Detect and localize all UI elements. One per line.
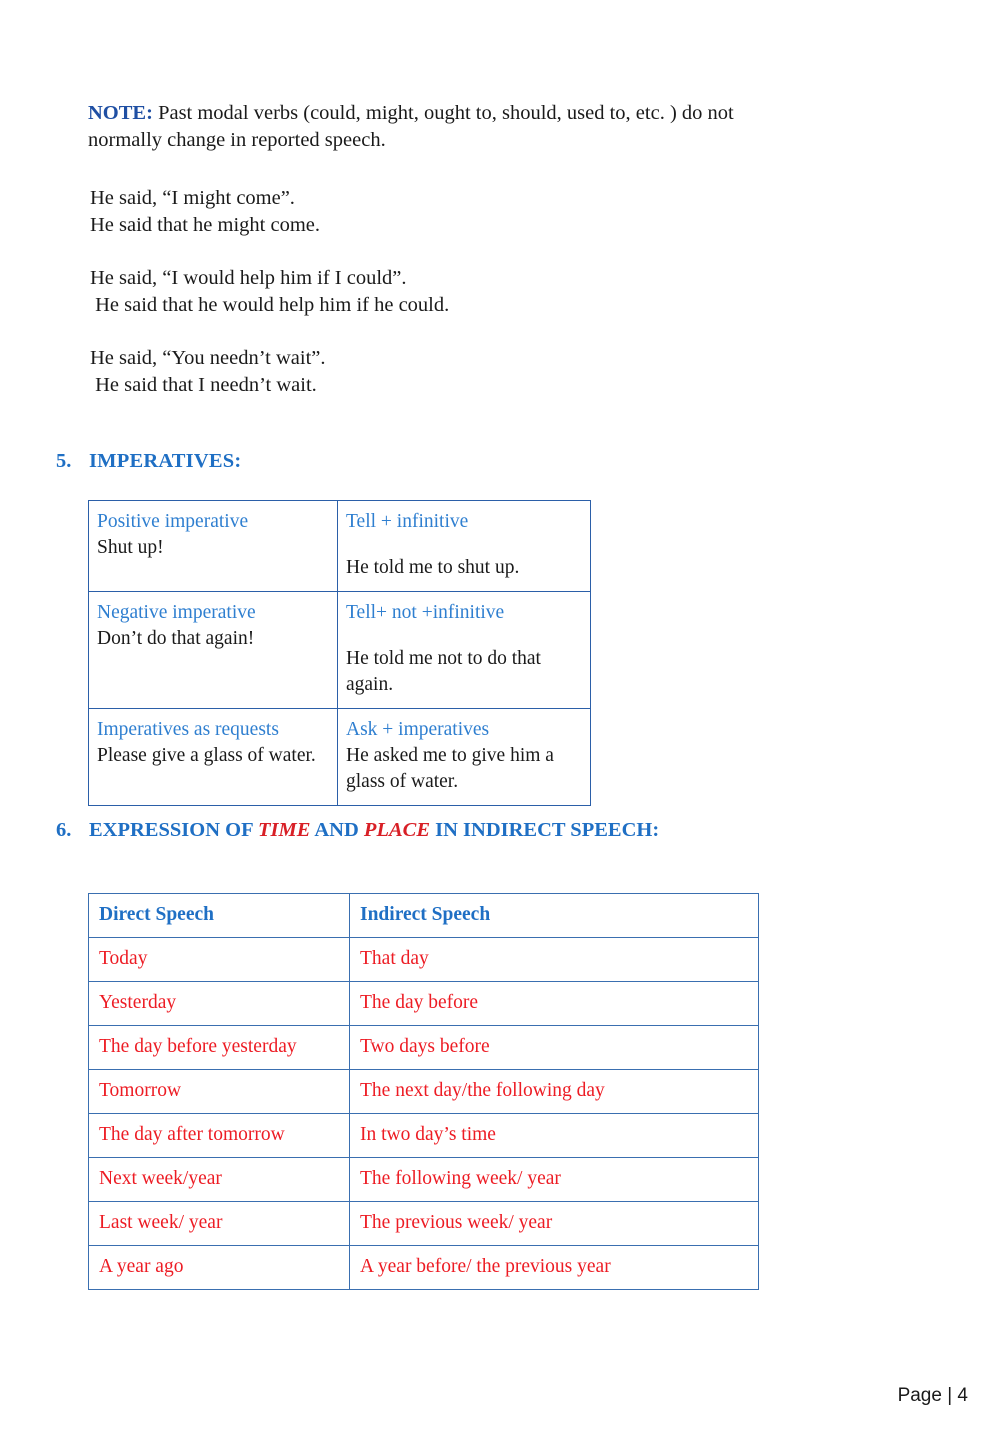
table-row	[89, 592, 591, 709]
imperative-rule-example: He asked me to give him a glass of water.	[346, 745, 554, 792]
example-direct: He said, “I might come”.	[90, 187, 295, 209]
imperative-rule-example: He told me not to do that again.	[346, 648, 541, 695]
indirect-speech-cell: The day before	[350, 982, 759, 1026]
imperatives-table	[88, 500, 591, 806]
table-row	[89, 1026, 759, 1070]
cell-spacer	[346, 626, 582, 646]
table-row	[89, 1070, 759, 1114]
direct-speech-cell: Last week/ year	[89, 1202, 350, 1246]
imperative-type-label: Positive imperative	[97, 511, 249, 532]
imperative-rule-label: Ask + imperatives	[346, 719, 490, 740]
example-group-2	[90, 265, 810, 319]
table-row	[89, 1246, 759, 1290]
imperative-type-cell	[89, 709, 338, 806]
direct-speech-cell: Tomorrow	[89, 1070, 350, 1114]
example-reported: He said that he would help him if he could.	[90, 294, 450, 316]
direct-speech-cell: A year ago	[89, 1246, 350, 1290]
section-title-word-time: TIME	[257, 819, 311, 841]
imperative-rule-cell	[338, 592, 591, 709]
imperative-rule-label: Tell + infinitive	[346, 511, 469, 532]
imperative-type-cell	[89, 592, 338, 709]
imperative-rule-example: He told me to shut up.	[346, 557, 520, 578]
imperative-example: Please give a glass of water.	[97, 745, 316, 766]
column-header-direct-speech: Direct Speech	[89, 894, 350, 938]
section-number-time-place: 6.	[56, 819, 72, 841]
direct-speech-cell: Today	[89, 938, 350, 982]
cell-spacer	[346, 535, 582, 555]
direct-speech-cell: Next week/year	[89, 1158, 350, 1202]
section-title-prefix: EXPRESSION OF	[89, 819, 258, 841]
note-text: Past modal verbs (could, might, ought to, should, used to, etc. ) do not normally change in reported speech.	[88, 102, 734, 151]
indirect-speech-cell: The following week/ year	[350, 1158, 759, 1202]
imperative-type-label: Negative imperative	[97, 602, 256, 623]
section-number-imperatives: 5.	[56, 450, 72, 472]
column-header-indirect-speech: Indirect Speech	[350, 894, 759, 938]
table-row	[89, 709, 591, 806]
imperative-rule-cell	[338, 501, 591, 592]
note-paragraph	[88, 100, 808, 154]
note-label: NOTE:	[88, 102, 153, 124]
imperative-rule-cell	[338, 709, 591, 806]
indirect-speech-cell: In two day’s time	[350, 1114, 759, 1158]
imperative-type-label: Imperatives as requests	[97, 719, 279, 740]
indirect-speech-cell: That day	[350, 938, 759, 982]
section-title-suffix: IN INDIRECT SPEECH:	[430, 819, 660, 841]
indirect-speech-cell: The previous week/ year	[350, 1202, 759, 1246]
example-direct: He said, “I would help him if I could”.	[90, 267, 407, 289]
direct-speech-cell: Yesterday	[89, 982, 350, 1026]
example-direct: He said, “You needn’t wait”.	[90, 347, 326, 369]
table-row	[89, 1158, 759, 1202]
time-place-table	[88, 893, 759, 1290]
section-title-imperatives: IMPERATIVES:	[89, 450, 242, 472]
example-reported: He said that he might come.	[90, 214, 320, 236]
example-group-1	[90, 185, 810, 239]
direct-speech-cell: The day before yesterday	[89, 1026, 350, 1070]
imperative-rule-label: Tell+ not +infinitive	[346, 602, 505, 623]
table-row	[89, 501, 591, 592]
imperative-example: Don’t do that again!	[97, 628, 255, 649]
example-list	[90, 185, 810, 425]
section-title-mid: AND	[310, 819, 364, 841]
table-row	[89, 1114, 759, 1158]
table-row	[89, 982, 759, 1026]
direct-speech-cell: The day after tomorrow	[89, 1114, 350, 1158]
table-row	[89, 938, 759, 982]
indirect-speech-cell: A year before/ the previous year	[350, 1246, 759, 1290]
example-group-3	[90, 345, 810, 399]
indirect-speech-cell: Two days before	[350, 1026, 759, 1070]
page-footer: Page | 4	[897, 1385, 968, 1406]
table-header-row	[89, 894, 759, 938]
imperative-example: Shut up!	[97, 537, 164, 558]
table-row	[89, 1202, 759, 1246]
imperative-type-cell	[89, 501, 338, 592]
example-reported: He said that I needn’t wait.	[90, 374, 317, 396]
section-title-word-place: PLACE	[363, 819, 430, 841]
section-title-time-place	[89, 819, 659, 842]
indirect-speech-cell: The next day/the following day	[350, 1070, 759, 1114]
